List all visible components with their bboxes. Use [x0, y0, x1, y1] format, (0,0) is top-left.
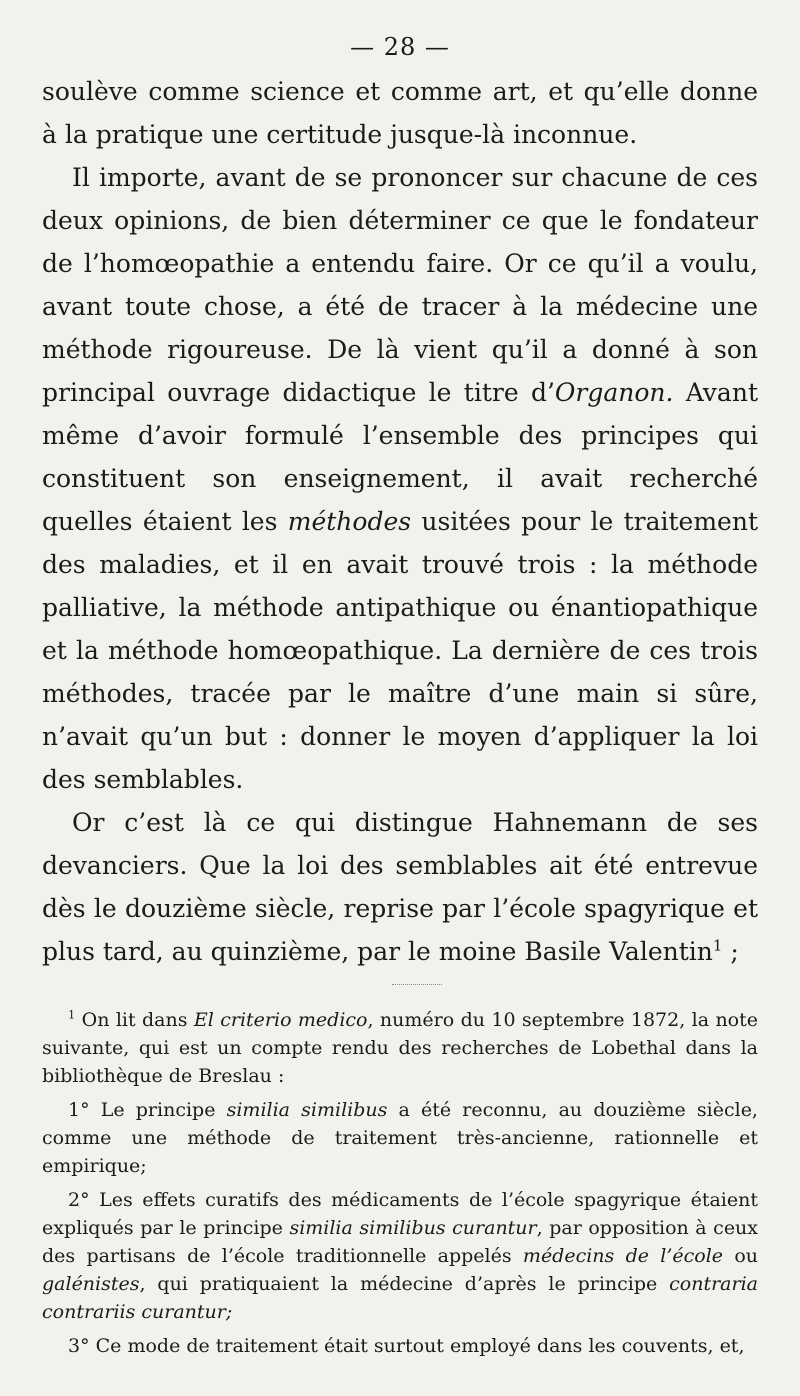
footnote-item-2-term-2: galénistes — [42, 1273, 140, 1295]
organon-title: Organon. — [554, 378, 674, 407]
paragraph-3-text: Or c’est là ce qui distingue Hahnemann de ses devanciers. Que la loi des semblables ait été entrevue dès le douzième siècle, reprise par l’école spagyrique et plus tard, au quinzième, par le moine Basile Valentin — [42, 808, 758, 966]
page-number: — 28 — — [350, 33, 450, 61]
footnote-item-2-text-b: , par opposition à ceux des partisans de l’école traditionnelle appelés — [42, 1217, 759, 1267]
footnote-item-2-text-c: ou — [723, 1245, 759, 1267]
footnote-item-2-text-a: 2° Les effets curatifs des médicaments de l’école spagyrique étaient expliqués par le principe — [42, 1189, 758, 1239]
footnote-item-2-latin-1: similia similibus curantur — [289, 1217, 537, 1239]
paragraph-1-text: soulève comme science et comme art, et qu’elle donne à la pratique une certitude jusque-là inconnue. — [42, 77, 758, 149]
paragraph-2-text-b: Avant même d’avoir formulé l’ensemble des principes qui constituent son enseignement, il avait recherché quelles étaient les — [42, 378, 758, 536]
footnote-item-2-latin-2: contraria contrariis curantur; — [42, 1273, 758, 1323]
footnote-source-title: El criterio medico — [193, 1009, 368, 1031]
paragraph-2-text-c: usitées pour le traitement des maladies, et il en avait trouvé trois : la méthode palliative, la méthode antipathique ou énantiopathique et la méthode homœopathique. La dernière de ces trois méthodes, tracée par le maître d’une main si sûre, n’avait qu’un but : donner le moyen d’appliquer la loi des semblables. — [42, 507, 758, 794]
footnote-intro-text-b: , numéro du 10 septembre 1872, la note suivante, qui est un compte rendu des recherches de Lobethal dans la bibliothèque de Breslau : — [42, 1009, 759, 1087]
footnote-item-1-text-b: a été reconnu, au douzième siècle, comme une méthode de traitement très-ancienne, rationnelle et empirique; — [42, 1099, 758, 1177]
footnote-item-1-latin: similia similibus — [226, 1099, 388, 1121]
footnote-reference[interactable]: 1 — [712, 936, 723, 955]
footnote-item-2-term: médecins de l’école — [522, 1245, 724, 1267]
footnote-intro-text-a: On lit dans — [75, 1009, 194, 1031]
paragraph-1 — [42, 70, 758, 156]
main-text — [42, 70, 758, 973]
footnote-marker: 1 — [68, 1007, 76, 1022]
footnote-separator — [392, 984, 442, 985]
footnote-item-1-text-a: 1° Le principe — [68, 1099, 227, 1121]
footnote-item-3-text: 3° Ce mode de traitement était surtout employé dans les couvents, et, — [68, 1335, 745, 1357]
footnote-1-intro — [42, 1006, 758, 1090]
footnote-item-2 — [42, 1186, 758, 1326]
methodes-emphasis: méthodes — [287, 507, 412, 536]
footnote-item-3 — [42, 1332, 758, 1360]
paragraph-2 — [42, 156, 758, 801]
paragraph-3-end: ; — [722, 937, 739, 966]
footnote-item-1 — [42, 1096, 758, 1180]
footnote-item-2-text-d: , qui pratiquaient la médecine d’après le principe — [139, 1273, 670, 1295]
paragraph-2-text-a: Il importe, avant de se prononcer sur chacune de ces deux opinions, de bien déterminer ce que le fondateur de l’homœopathie a entendu faire. Or ce qu’il a voulu, avant toute chose, a été de tracer à la médecine une méthode rigoureuse. De là vient qu’il a donné à son principal ouvrage didactique le titre d’ — [42, 163, 758, 407]
paragraph-3 — [42, 801, 758, 973]
footnotes — [42, 1006, 758, 1360]
